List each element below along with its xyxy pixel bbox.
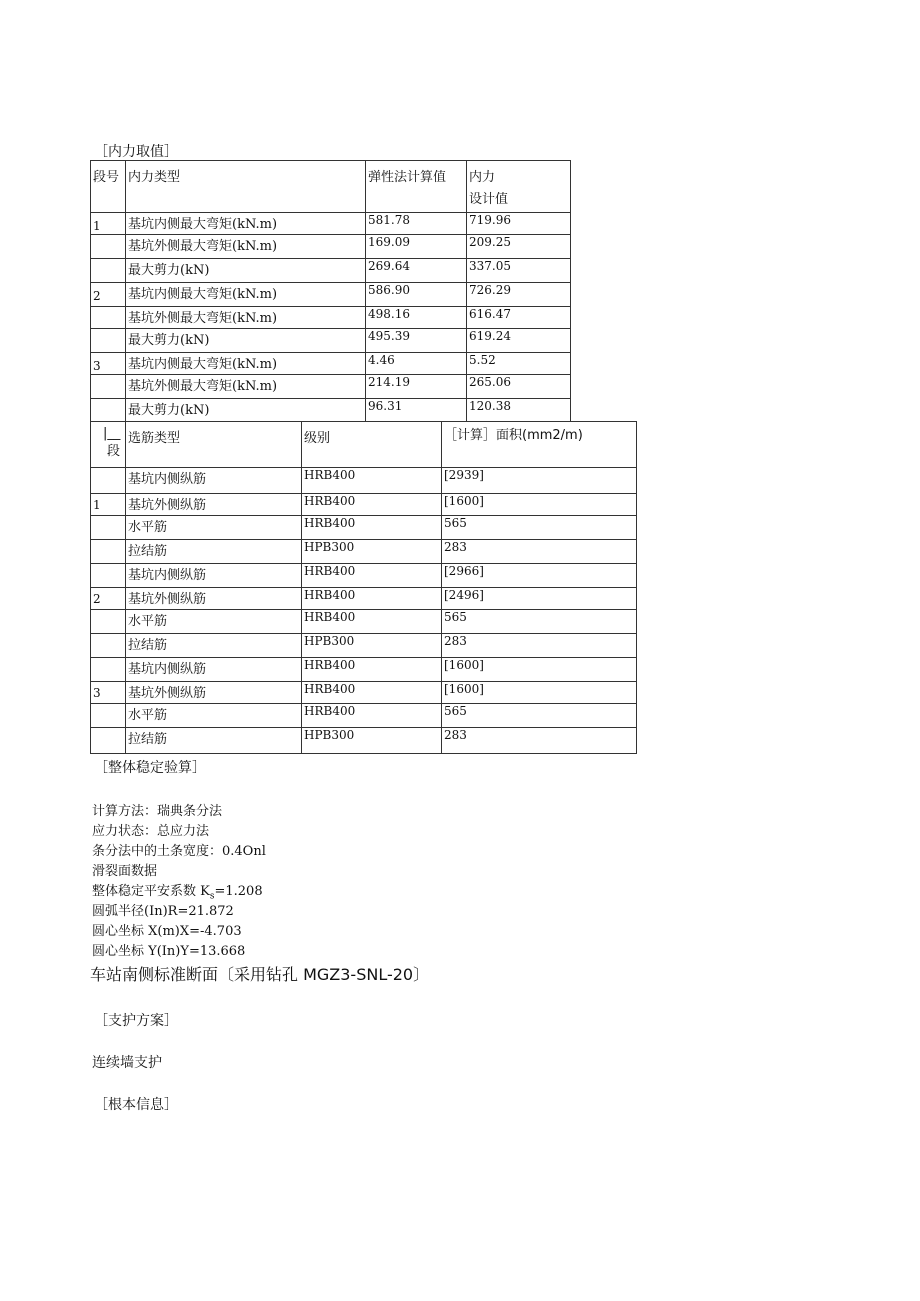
force-cell-type: 基坑外侧最大弯矩(kN.m): [126, 235, 366, 259]
rebar-cell-seg: [91, 634, 126, 658]
rebar-cell-area: [2966]: [442, 564, 637, 588]
force-cell-seg: [91, 307, 126, 329]
table-row: [91, 329, 571, 353]
rebar-cell-grade: HRB400: [302, 516, 442, 540]
force-cell-calc: 495.39: [366, 329, 467, 353]
force-cell-design: 616.47: [467, 307, 571, 329]
force-cell-seg: 3: [91, 353, 126, 375]
rebar-cell-seg: [91, 610, 126, 634]
rebar-table-header: [91, 422, 637, 468]
rebar-cell-seg: [91, 658, 126, 682]
rebar-cell-grade: HRB400: [302, 610, 442, 634]
rebar-cell-type: 基坑外侧纵筋: [126, 588, 302, 610]
table-row: [91, 540, 637, 564]
force-cell-type: 最大剪力(kN): [126, 399, 366, 422]
force-cell-seg: [91, 375, 126, 399]
force-cell-design: 719.96: [467, 213, 571, 235]
rebar-cell-type: 水平筋: [126, 610, 302, 634]
force-cell-seg: [91, 235, 126, 259]
rebar-cell-type: 拉结筋: [126, 728, 302, 754]
stability-radius: 圆弧半径(In)R=21.872: [92, 904, 234, 919]
rebar-cell-seg: [91, 516, 126, 540]
force-cell-design: 265.06: [467, 375, 571, 399]
rebar-cell-seg: [91, 540, 126, 564]
force-cell-calc: 581.78: [366, 213, 467, 235]
header-seg: 段号: [91, 161, 126, 213]
rebar-cell-grade: HPB300: [302, 728, 442, 754]
force-cell-calc: 269.64: [366, 259, 467, 283]
table-row: [91, 494, 637, 516]
table-row: [91, 588, 637, 610]
force-cell-design: 209.25: [467, 235, 571, 259]
rebar-cell-area: 283: [442, 540, 637, 564]
force-cell-design: 619.24: [467, 329, 571, 353]
header-design-line1: 内力: [469, 170, 496, 185]
stability-factor: [92, 880, 263, 902]
rebar-cell-grade: HRB400: [302, 682, 442, 704]
force-section-label: ［内力取值］: [94, 144, 178, 160]
basic-info-label: ［根本信息］: [94, 1097, 178, 1113]
rebar-cell-seg: [91, 704, 126, 728]
force-cell-calc: 4.46: [366, 353, 467, 375]
table-row: [91, 283, 571, 307]
table-row: [91, 468, 637, 494]
rebar-cell-seg: 2: [91, 588, 126, 610]
header-design-line2: 设计值: [469, 192, 509, 207]
force-cell-type: 最大剪力(kN): [126, 329, 366, 353]
rebar-cell-seg: [91, 564, 126, 588]
force-cell-calc: 96.31: [366, 399, 467, 422]
table-row: [91, 235, 571, 259]
rebar-cell-grade: HRB400: [302, 494, 442, 516]
rebar-cell-grade: HRB400: [302, 588, 442, 610]
rebar-cell-area: 283: [442, 634, 637, 658]
rebar-cell-type: 拉结筋: [126, 540, 302, 564]
table-row: [91, 564, 637, 588]
rebar-cell-seg: [91, 468, 126, 494]
force-cell-design: 726.29: [467, 283, 571, 307]
table-row: [91, 307, 571, 329]
force-cell-calc: 498.16: [366, 307, 467, 329]
rebar-cell-area: [1600]: [442, 658, 637, 682]
stability-factor-sub: s: [209, 891, 215, 902]
force-cell-type: 基坑内侧最大弯矩(kN.m): [126, 283, 366, 307]
table-row: [91, 375, 571, 399]
rebar-cell-type: 基坑外侧纵筋: [126, 682, 302, 704]
rebar-cell-type: 基坑内侧纵筋: [126, 468, 302, 494]
rebar-cell-area: [1600]: [442, 682, 637, 704]
rebar-cell-area: [2939]: [442, 468, 637, 494]
table-row: [91, 682, 637, 704]
header-design: [467, 161, 571, 213]
stability-method: 计算方法：瑞典条分法: [92, 804, 223, 819]
force-cell-type: 基坑外侧最大弯矩(kN.m): [126, 375, 366, 399]
stability-factor-value: =1.208: [214, 884, 263, 899]
stability-stress: 应力状态：总应力法: [92, 824, 210, 839]
rebar-cell-type: 基坑内侧纵筋: [126, 564, 302, 588]
force-cell-seg: 1: [91, 213, 126, 235]
rebar-cell-area: [1600]: [442, 494, 637, 516]
rebar-cell-grade: HRB400: [302, 564, 442, 588]
rebar-cell-grade: HRB400: [302, 468, 442, 494]
stability-center-x: 圆心坐标 X(m)X=-4.703: [92, 924, 242, 939]
force-cell-seg: [91, 259, 126, 283]
section-heading: 车站南侧标准断面〔采用钻孔 MGZ3-SNL-20〕: [90, 965, 430, 984]
stability-label: ［整体稳定验算］: [94, 760, 206, 776]
rebar-cell-type: 水平筋: [126, 516, 302, 540]
table-row: [91, 610, 637, 634]
table-row: [91, 658, 637, 682]
table-row: [91, 353, 571, 375]
support-label: ［支护方案］: [94, 1013, 178, 1029]
table-row: [91, 728, 637, 754]
rebar-cell-seg: [91, 728, 126, 754]
rebar-cell-grade: HPB300: [302, 540, 442, 564]
rebar-header-seg-mark: |__: [103, 426, 121, 441]
force-cell-design: 337.05: [467, 259, 571, 283]
rebar-header-seg-text: 段: [107, 444, 121, 459]
force-cell-design: 5.52: [467, 353, 571, 375]
stability-width: 条分法中的土条宽度：0.4Onl: [92, 844, 266, 859]
force-cell-type: 基坑内侧最大弯矩(kN.m): [126, 213, 366, 235]
rebar-cell-area: 565: [442, 516, 637, 540]
rebar-cell-grade: HPB300: [302, 634, 442, 658]
force-cell-type: 最大剪力(kN): [126, 259, 366, 283]
force-cell-calc: 586.90: [366, 283, 467, 307]
force-cell-design: 120.38: [467, 399, 571, 422]
table-row: [91, 516, 637, 540]
rebar-table: [90, 421, 637, 754]
force-cell-calc: 169.09: [366, 235, 467, 259]
rebar-header-type: 选筋类型: [126, 422, 302, 468]
support-text: 连续墙支护: [92, 1055, 162, 1071]
force-table: [90, 160, 571, 422]
stability-center-y: 圆心坐标 Y(In)Y=13.668: [92, 944, 246, 959]
force-cell-seg: [91, 329, 126, 353]
rebar-cell-type: 水平筋: [126, 704, 302, 728]
table-row: [91, 259, 571, 283]
force-cell-type: 基坑外侧最大弯矩(kN.m): [126, 307, 366, 329]
rebar-cell-area: 565: [442, 704, 637, 728]
force-cell-seg: 2: [91, 283, 126, 307]
rebar-cell-grade: HRB400: [302, 658, 442, 682]
stability-slip: 滑裂面数据: [92, 864, 158, 879]
table-row: [91, 213, 571, 235]
stability-factor-prefix: 整体稳定平安系数 K: [92, 884, 210, 899]
rebar-cell-type: 拉结筋: [126, 634, 302, 658]
table-row: [91, 399, 571, 422]
rebar-cell-area: 565: [442, 610, 637, 634]
rebar-cell-grade: HRB400: [302, 704, 442, 728]
rebar-header-area: ［计算］面积(mm2/m): [442, 422, 637, 468]
header-type: 内力类型: [126, 161, 366, 213]
table-row: [91, 634, 637, 658]
force-cell-calc: 214.19: [366, 375, 467, 399]
rebar-cell-type: 基坑外侧纵筋: [126, 494, 302, 516]
rebar-cell-seg: 1: [91, 494, 126, 516]
rebar-cell-area: 283: [442, 728, 637, 754]
force-cell-type: 基坑内侧最大弯矩(kN.m): [126, 353, 366, 375]
force-cell-seg: [91, 399, 126, 422]
rebar-header-grade: 级别: [302, 422, 442, 468]
force-table-header: [91, 161, 571, 213]
rebar-cell-type: 基坑内侧纵筋: [126, 658, 302, 682]
header-calc: 弹性法计算值: [366, 161, 467, 213]
rebar-header-seg: [91, 422, 126, 468]
rebar-cell-seg: 3: [91, 682, 126, 704]
table-row: [91, 704, 637, 728]
rebar-cell-area: [2496]: [442, 588, 637, 610]
